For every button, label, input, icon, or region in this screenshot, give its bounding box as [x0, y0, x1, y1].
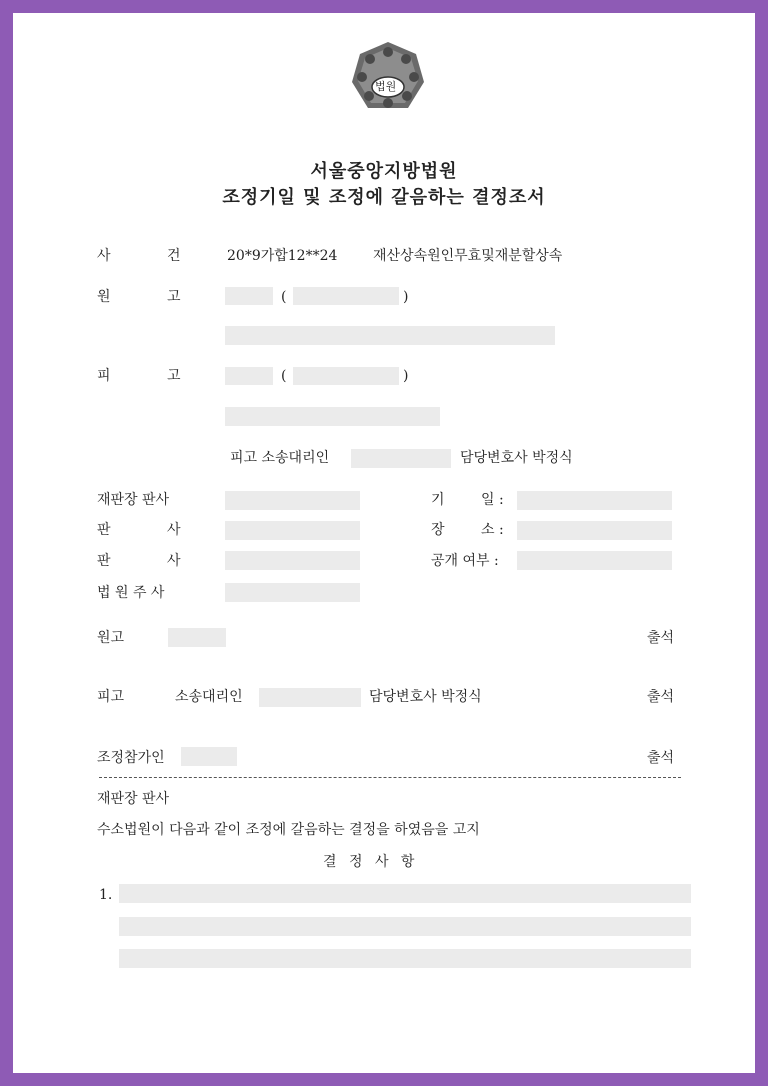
document-page [13, 13, 755, 1073]
defendant-paren-open: ( [281, 368, 287, 384]
place-redacted [517, 521, 672, 540]
judge2-redacted [225, 551, 360, 570]
plaintiff-label-a: 원 [97, 289, 111, 305]
judge2-label-a: 판 [97, 553, 111, 569]
plaintiff-id-redacted [293, 287, 399, 305]
attendance-defendant-status: 출석 [647, 689, 675, 705]
judge1-label-b: 사 [167, 522, 181, 538]
seal-text: 법원 [375, 80, 397, 93]
item1-line3-redacted [119, 949, 691, 968]
attendance-plaintiff-label: 원고 [97, 630, 125, 646]
section-title: 결 정 사 항 [323, 854, 419, 870]
attendance-law-firm-redacted [259, 688, 361, 707]
defendant-law-firm-redacted [351, 449, 451, 468]
defendant-label-b: 고 [167, 368, 181, 384]
clerk-redacted [225, 583, 360, 602]
case-name: 재산상속원인무효및재분할상속 [373, 248, 563, 264]
place-label-b: 소 : [481, 522, 504, 538]
body-announcement: 수소법원이 다음과 같이 조정에 갈음하는 결정을 하였음을 고지 [97, 822, 480, 838]
attendance-plaintiff-redacted [168, 628, 226, 647]
place-label-a: 장 [431, 522, 445, 538]
item1-number: 1. [99, 887, 113, 903]
court-name: 서울중앙지방법원 [310, 161, 458, 182]
body-speaker: 재판장 판사 [97, 791, 170, 807]
clerk-label: 법 원 주 사 [97, 585, 165, 601]
defendant-id-redacted [293, 367, 399, 385]
date-label-a: 기 [431, 492, 445, 508]
attendance-defendant-label: 피고 [97, 689, 125, 705]
presiding-judge-redacted [225, 491, 360, 510]
defendant-name-redacted [225, 367, 273, 385]
plaintiff-paren-close: ) [403, 289, 409, 305]
item1-line1-redacted [119, 884, 691, 903]
judge2-label-b: 사 [167, 553, 181, 569]
attendance-defendant-lawyer: 담당변호사 박정식 [369, 689, 482, 705]
case-label-b: 건 [167, 248, 181, 264]
presiding-judge-label: 재판장 판사 [97, 492, 170, 508]
defendant-paren-close: ) [403, 368, 409, 384]
date-label-b: 일 : [481, 492, 504, 508]
item1-line2-redacted [119, 917, 691, 936]
defendant-attorney-suffix: 담당변호사 박정식 [460, 450, 573, 466]
plaintiff-label-b: 고 [167, 289, 181, 305]
defendant-attorney-prefix: 피고 소송대리인 [230, 450, 330, 466]
dashed-divider [99, 777, 681, 778]
plaintiff-paren-open: ( [281, 289, 287, 305]
case-label-a: 사 [97, 248, 111, 264]
attendance-intervenor-status: 출석 [647, 750, 675, 766]
attendance-intervenor-label: 조정참가인 [97, 750, 165, 766]
public-label: 공개 여부 : [431, 553, 499, 569]
defendant-label-a: 피 [97, 368, 111, 384]
case-number: 20*9가합12**24 [227, 248, 338, 264]
attendance-plaintiff-status: 출석 [647, 630, 675, 646]
plaintiff-name-redacted [225, 287, 273, 305]
judge1-redacted [225, 521, 360, 540]
attendance-defendant-attorney: 소송대리인 [175, 689, 243, 705]
defendant-address-redacted [225, 407, 440, 426]
court-seal-icon [350, 40, 426, 116]
plaintiff-address-redacted [225, 326, 555, 345]
judge1-label-a: 판 [97, 522, 111, 538]
date-redacted [517, 491, 672, 510]
attendance-intervenor-redacted [181, 747, 237, 766]
public-redacted [517, 551, 672, 570]
document-title: 조정기일 및 조정에 갈음하는 결정조서 [222, 187, 546, 208]
